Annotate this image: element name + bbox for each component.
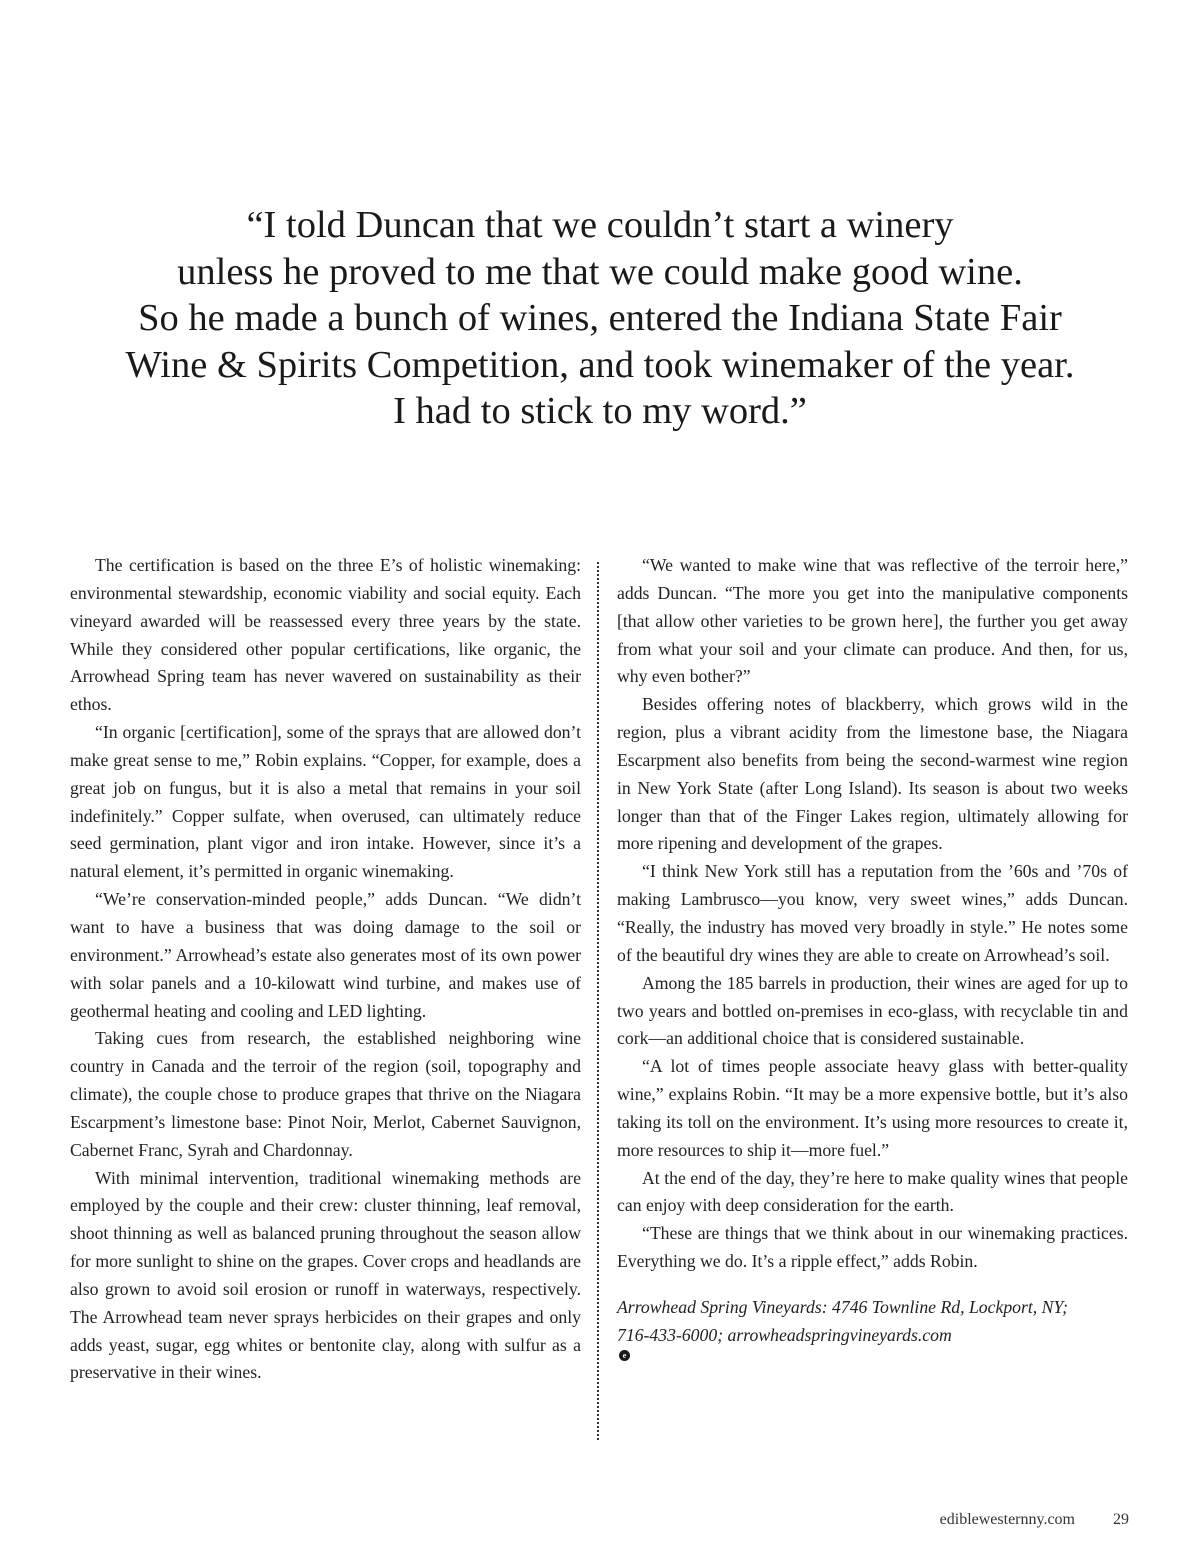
contact-address: Arrowhead Spring Vineyards: 4746 Townline Rd, Lockport, NY;: [617, 1296, 1069, 1317]
column-divider: [597, 562, 599, 1440]
pull-quote-line: So he made a bunch of wines, entered the Indiana State Fair: [138, 297, 1062, 339]
body-paragraph: With minimal intervention, traditional winemaking methods are employed by the couple and their crew: cluster thinning, leaf removal, shoot thinning as well as balanced pruning throughout the season allow for more sunlight to shine on the grapes. Cover crops and headlands are also grown to avoid soil erosion or runoff in waterways, respectively. The Arrowhead team never sprays herbicides on their grapes and only adds yeast, sugar, egg whites or bentonite clay, along with sulfur as a preservative in their wines.: [70, 1167, 581, 1383]
page-number: 29: [1113, 1511, 1129, 1528]
pull-quote-line: I had to stick to my word.”: [393, 390, 807, 432]
page-footer: [940, 1511, 1129, 1529]
pull-quote: [100, 202, 1100, 435]
body-paragraph: “We wanted to make wine that was reflective of the terroir here,” adds Duncan. “The more you get into the manipulative components [that allow other varieties to be grown here], the further you get away from what your soil and your climate can produce. And then, for us, why even bother?”: [617, 555, 1128, 687]
right-column: [617, 552, 1128, 1361]
body-paragraph: “I think New York still has a reputation from the ’60s and ’70s of making Lambrusco—you know, very sweet wines,” adds Duncan. “Really, the industry has moved very broadly in style.” He notes some of the beautiful dry wines they are able to create on Arrowhead’s soil.: [617, 861, 1128, 965]
body-paragraph: “We’re conservation-minded people,” adds Duncan. “We didn’t want to have a business that was doing damage to the soil or environment.” Arrowhead’s estate also generates most of its own power with solar panels and a 10-kilowatt wind turbine, and makes use of geothermal heating and cooling and LED lighting.: [70, 889, 581, 1021]
body-paragraph: Taking cues from research, the established neighboring wine country in Canada and the terroir of the region (soil, topography and climate), the couple chose to produce grapes that thrive on the Niagara Escarpment’s limestone base: Pinot Noir, Merlot, Cabernet Sauvignon, Cabernet Franc, Syrah and Chardonnay.: [70, 1028, 581, 1160]
left-column: [70, 552, 581, 1387]
footer-site: ediblewesternny.com: [939, 1511, 1075, 1528]
body-paragraph: “In organic [certification], some of the sprays that are allowed don’t make great sense to me,” Robin explains. “Copper, for example, does a great job on fungus, but it is also a metal that remains in your soil indefinitely.” Copper sulfate, when overused, can ultimately reduce seed germination, plant vigor and iron intake. However, since it’s a natural element, it’s permitted in organic winemaking.: [70, 722, 581, 882]
contact-phone-web-text: 716-433-6000; arrowheadspringvineyards.com: [617, 1324, 952, 1345]
end-mark-icon: e: [619, 1350, 630, 1361]
pull-quote-line: “I told Duncan that we couldn’t start a winery: [246, 204, 954, 246]
body-paragraph: “These are things that we think about in our winemaking practices. Everything we do. It’s a ripple effect,” adds Robin.: [617, 1223, 1128, 1272]
body-paragraph: Among the 185 barrels in production, their wines are aged for up to two years and bottled on-premises in eco-glass, with recyclable tin and cork—an additional choice that is considered sustainable.: [617, 972, 1128, 1049]
body-paragraph: “A lot of times people associate heavy glass with better-quality wine,” explains Robin. “It may be a more expensive bottle, but it’s also taking its toll on the environment. It’s using more resources to create it, more resources to ship it—more fuel.”: [617, 1056, 1128, 1160]
contact-info: [617, 1294, 1128, 1361]
body-paragraph: At the end of the day, they’re here to make quality wines that people can enjoy with deep consideration for the earth.: [617, 1167, 1128, 1216]
body-paragraph: Besides offering notes of blackberry, which grows wild in the region, plus a vibrant acidity from the limestone base, the Niagara Escarpment also benefits from being the second-warmest wine region in New York State (after Long Island). Its season is about two weeks longer than that of the Finger Lakes region, ultimately allowing for more ripening and development of the grapes.: [617, 694, 1128, 854]
contact-phone-web: [617, 1322, 1128, 1361]
body-paragraph: The certification is based on the three E’s of holistic winemaking: environmental stewardship, economic viability and social equity. Each vineyard awarded will be reassessed every three years by the state. While they considered other popular certifications, like organic, the Arrowhead Spring team has never wavered on sustainability as their ethos.: [70, 555, 581, 715]
pull-quote-line: Wine & Spirits Competition, and took winemaker of the year.: [125, 343, 1075, 386]
pull-quote-line: unless he proved to me that we could make good wine.: [177, 250, 1023, 293]
